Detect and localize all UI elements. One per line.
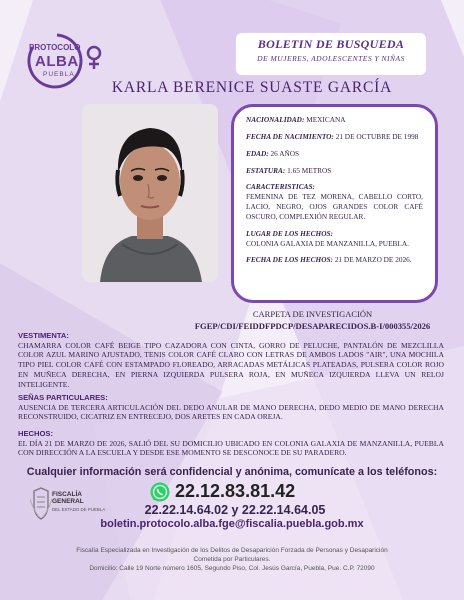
characteristics-label: CARACTERISTICAS: <box>246 182 315 192</box>
investigation-label: CARPETA DE INVESTIGACIÓN <box>252 309 373 319</box>
other-phones[interactable]: 22.22.14.64.02 y 22.22.14.64.05 <box>144 503 326 517</box>
characteristics-row <box>246 182 423 221</box>
location-row <box>246 229 423 249</box>
facts-heading: HECHOS: <box>18 429 54 438</box>
footer <box>20 547 444 573</box>
footer-line1: Fiscalía Especializada en Investigación de los Delitos de Desaparición Forzada de Personas y Desaparición <box>76 547 388 554</box>
bulletin-banner <box>236 33 426 75</box>
whatsapp-number[interactable]: 22.12.83.81.42 <box>175 481 296 501</box>
birthdate-row <box>246 132 423 142</box>
incident-date-row <box>246 255 423 265</box>
marks-heading: SEÑAS PARTICULARES: <box>18 393 108 402</box>
nationality-value: MEXICANA <box>306 115 346 124</box>
age-value: 26 AÑOS <box>270 148 300 158</box>
nationality-label: NACIONALIDAD: <box>246 115 305 124</box>
age-row <box>246 149 423 159</box>
logo-line2: ALBA <box>35 53 79 70</box>
contact-call-to-action: Cualquier información será confidencial y anónima, comunícate a los teléfonos: <box>26 466 438 478</box>
person-photo <box>82 104 218 282</box>
marks-section <box>18 393 444 422</box>
investigation-folder <box>170 308 455 333</box>
clothing-section <box>18 331 444 389</box>
facts-text: EL DÍA 21 DE MARZO DE 2026, SALIÓ DEL SU DOMICILIO UBICADO EN COLONIA GALAXIA DE MANZANILLA, PUEBLA CON DIRECCIÓN A LA ESCUELA Y DESDE ESE MOMENTO SE DESCONOCE DE SU PARADERO. <box>18 438 444 458</box>
birthdate-label: FECHA DE NACIMIENTO: <box>246 131 334 141</box>
footer-line3: Domicilio: Calle 19 Norte número 1605, Segundo Piso, Col. Jesús García, Puebla, Pue. C.P. 72090 <box>89 564 375 572</box>
logo-line3: PUEBLA <box>43 71 75 78</box>
clothing-text: CHAMARRA COLOR CAFÉ BEIGE TIPO CAZADORA CON CINTA, GORRO DE PELUCHE, PANTALÓN DE MEZCLILLA COLOR AZUL MARINO AJUSTADO, TENIS COLOR CAFÉ CLARO CON LETRAS DE AMBOS LADOS "AIR", UNA MOCHILA TIPO PIEL COLOR CAFÉ CON ESTAMPADO FLOREADO, ARRACADAS METÁLICAS PLATEADAS, PULSERA COLOR ROJO EN MUÑECA DERECHA, EN PIERNA IZQUIERDA PULSERA ROJA, EN MUÑECA IZQUIERDA LLEVA UN RELOJ INTELIGENTE. <box>18 340 444 389</box>
location-value: COLONIA GALAXIA DE MANZANILLA, PUEBLA. <box>246 238 409 248</box>
birthdate-value: 21 DE OCTUBRE DE 1998 <box>335 131 419 141</box>
age-label: EDAD: <box>246 148 269 158</box>
logo-line1: PROTOCOLO <box>29 43 81 52</box>
female-symbol-icon <box>85 45 105 71</box>
details-card <box>231 104 438 303</box>
location-label: LUGAR DE LOS HECHOS: <box>246 228 333 238</box>
nationality-row <box>246 115 423 125</box>
incident-date-label: FECHA DE LOS HECHOS: <box>246 255 333 265</box>
fiscalia-line2: GENERAL <box>52 498 84 506</box>
footer-line2: Cometida por Particulares. <box>193 555 271 563</box>
bulletin-subtitle: DE MUJERES, ADOLESCENTES Y NIÑAS <box>257 54 405 63</box>
clothing-heading: VESTIMENTA: <box>18 331 69 340</box>
whatsapp-icon <box>149 481 171 503</box>
height-value: 1.65 METROS <box>287 165 332 175</box>
height-label: ESTATURA: <box>246 165 286 175</box>
fiscalia-line3: DEL ESTADO DE PUEBLA <box>52 507 106 512</box>
facts-section <box>18 429 444 458</box>
bulletin-title: BOLETIN DE BUSQUEDA <box>257 37 405 51</box>
whatsapp-phone <box>145 481 375 503</box>
contact-email[interactable]: boletin.protocolo.alba.fge@fiscalia.puebla.gob.mx <box>100 518 364 530</box>
characteristics-value: FEMENINA DE TEZ MORENA, CABELLO CORTO, LACIO, NEGRO, OJOS GRANDES COLOR CAFÉ OSCURO, COMPLEXIÓN REGULAR. <box>246 192 423 221</box>
height-row <box>246 166 423 176</box>
fiscalia-line1: FISCALÍA <box>52 491 82 498</box>
investigation-number: FGEP/CDI/FEIDDFPDCP/DESAPARECIDOS.B-I/000355/2026 <box>194 321 431 332</box>
person-name: KARLA BERENICE SUASTE GARCÍA <box>111 79 393 96</box>
incident-date-value: 21 DE MARZO DE 2026. <box>334 255 412 265</box>
marks-text: AUSENCIA DE TERCERA ARTICULACIÓN DEL DEDO ANULAR DE MANO DERECHA, DEDO MEDIO DE MANO DERECHA RECONSTRUIDO, CICATRIZ EN ENTRECEJO, DOS ARETES EN CADA OREJA. <box>18 402 444 422</box>
